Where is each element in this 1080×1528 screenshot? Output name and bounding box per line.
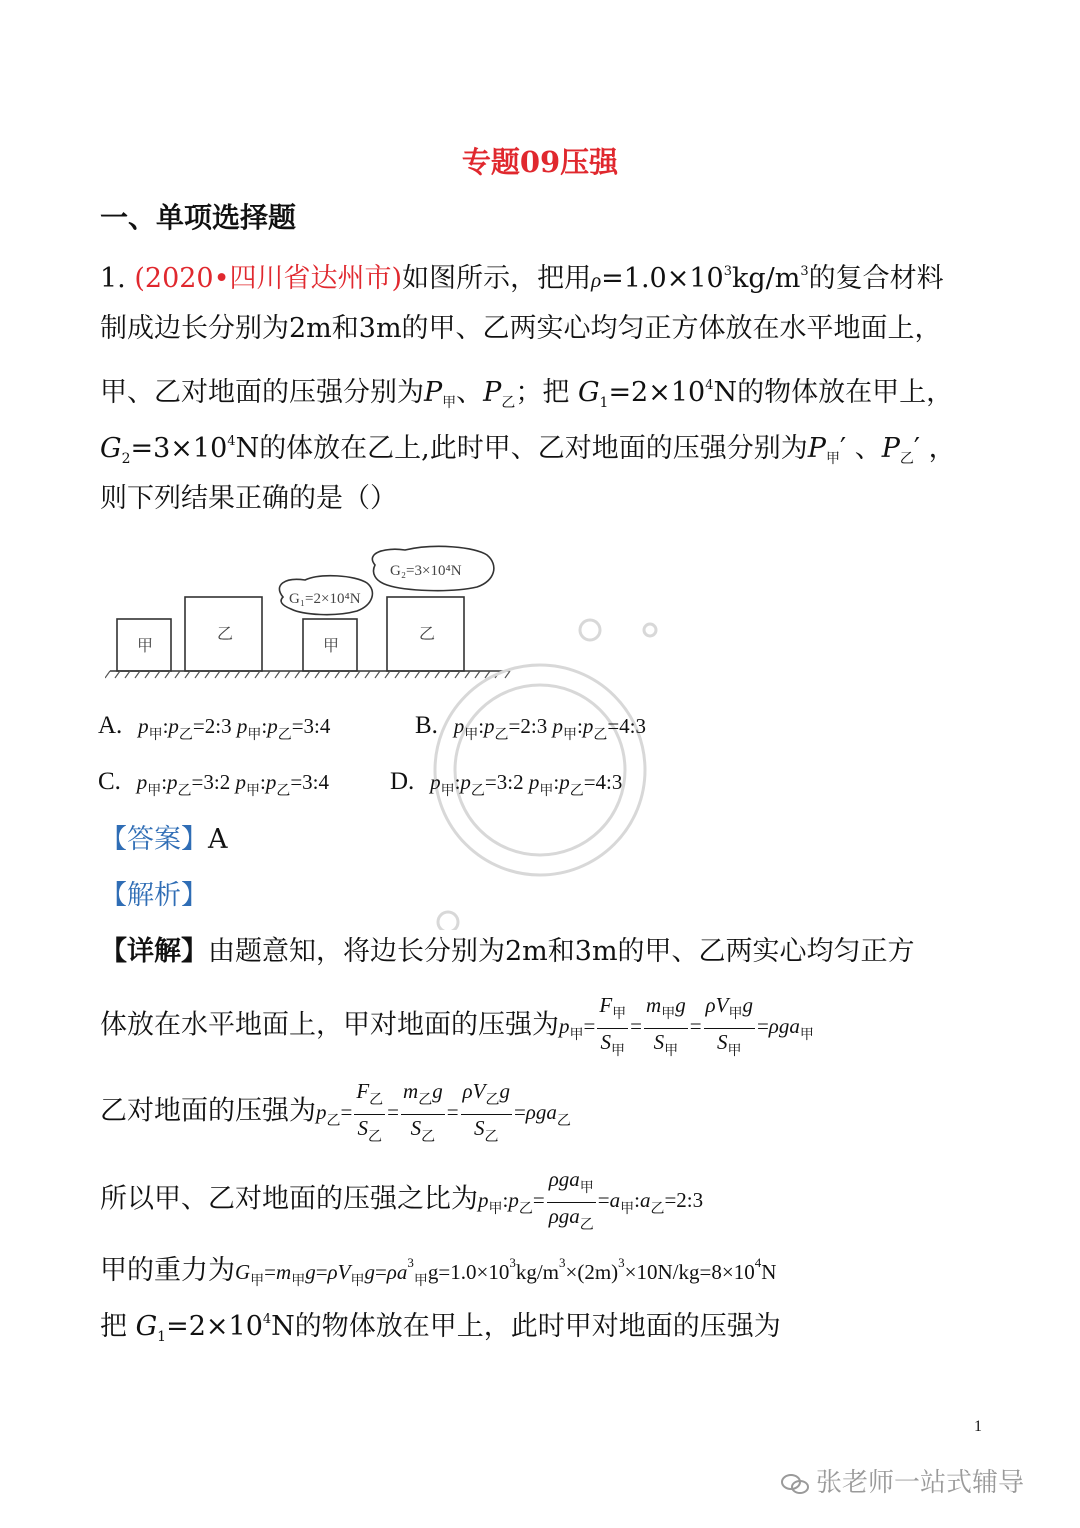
answer-line: 【答案】A [100, 824, 228, 855]
detail-line-6: 把 $G_1=2\times 10^4N$的物体放在甲上，此时甲对地面的压强为 [100, 1311, 781, 1345]
option-c[interactable]: C. $p_甲:p_乙=3:2$ $p_甲:p_乙=3:4$ [98, 768, 329, 799]
option-d[interactable]: D. $p_甲:p_乙=3:2$ $p_甲:p_乙=4:3$ [390, 768, 623, 799]
wechat-icon [780, 1472, 810, 1496]
page-title: 专题09压强 [461, 145, 619, 179]
question-source: (2020•四川省达州市) [134, 263, 403, 294]
detail-line-5: 甲的重力为$G_甲=m_甲g=\rho V_甲g=\rho a^3_甲g=1.0\times 10^3kg/m^3\times(2m)^3\times 10N/kg=8\times 10^4N$ [100, 1255, 777, 1289]
option-b[interactable]: B. $p_甲:p_乙=2:3$ $p_甲:p_乙=4:3$ [415, 712, 646, 743]
section-heading: 一、单项选择题 [100, 201, 297, 234]
question-line-1: 1. (2020•四川省达州市)如图所示，把用$\rho=1.0\times 10^3kg/m^3$的复合材料 [100, 263, 944, 294]
label-yi-1: 乙 [217, 626, 234, 643]
detail-line-1: 【详解】由题意知，将边长分别为2m和3m的甲、乙两实心均匀正方 [100, 936, 915, 967]
detail-line-2: 体放在水平地面上，甲对地面的压强为$p_甲=$ $\frac{F_甲}{S_甲}$ = $\frac{m_甲g}{S_甲}$ = $\frac{\rho V_甲g}{S_甲}$ =ρga$_甲$ [100, 993, 814, 1059]
label-jia-2: 甲 [323, 638, 340, 655]
option-a[interactable]: A. $p_甲:p_乙=2:3$ $p_甲:p_乙=3:4$ [98, 712, 331, 743]
answer-value: A [208, 824, 228, 855]
footer-watermark: 张老师一站式辅导 [780, 1462, 1024, 1499]
detail-line-3: 乙对地面的压强为$p_乙=$ $\frac{F_乙}{S_乙}$ = $\frac{m_乙g}{S_乙}$ = $\frac{\rho V_乙g}{S_乙}$ =ρga$_乙$ [100, 1079, 571, 1145]
question-line-2: 制成边长分别为2m和3m的甲、乙两实心均匀正方体放在水平地面上， [100, 313, 942, 344]
question-line-4: $G_2=3\times 10^4N$的体放在乙上,此时甲、乙对地面的压强分别为$P_甲'$ 、$P_乙'$ ， [100, 433, 956, 467]
page-number: 1 [974, 1418, 982, 1435]
cloud-g2: G₂=3×10⁴N [390, 563, 462, 579]
cloud-g1: G₁=2×10⁴N [289, 591, 361, 607]
detail-line-4: 所以甲、乙对地面的压强之比为$p_甲:p_乙=$ $\frac{\rho ga_甲}{\rho ga_乙}$ $=a_甲:a_乙=2:3$ [100, 1167, 704, 1233]
label-jia-1: 甲 [137, 638, 154, 655]
analysis-label: 【解析】 [100, 880, 208, 911]
question-line-5: 则下列结果正确的是（） [100, 483, 397, 514]
question-line-3: 甲、乙对地面的压强分别为$P_甲$、$P_乙$；把 $G_1=2\times 10^4N$的物体放在甲上， [100, 377, 954, 411]
label-yi-2: 乙 [419, 626, 436, 643]
